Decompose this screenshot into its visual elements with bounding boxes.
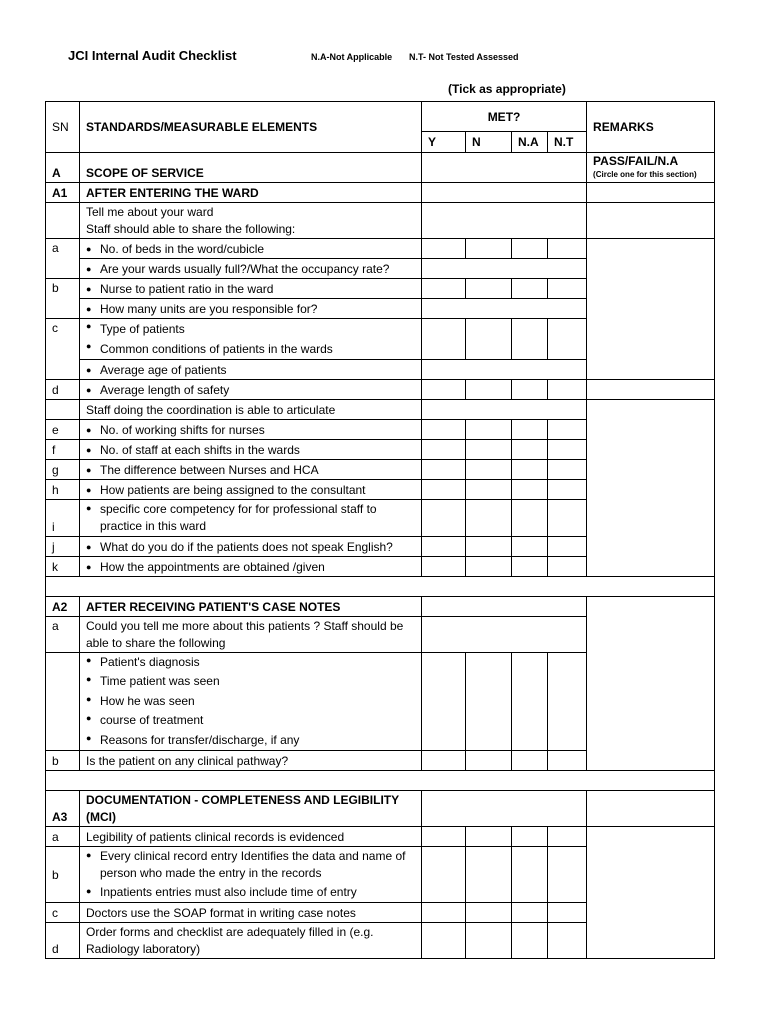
a3-legibility: Legibility of patients clinical records is evidenced (80, 827, 422, 847)
y-tick-cell[interactable] (422, 653, 466, 751)
remarks-cell[interactable] (587, 380, 715, 400)
bullet-icon: ● (86, 464, 92, 475)
a3-sn: A3 (46, 791, 80, 827)
coordination-text: Staff doing the coordination is able to articulate (80, 400, 422, 420)
audit-checklist-table (45, 101, 715, 959)
a2-items-list (80, 653, 422, 751)
n-tick-cell[interactable] (466, 500, 512, 537)
a3-order-forms: Order forms and checklist are adequately filled in (e.g. Radiology laboratory) (80, 923, 422, 959)
nt-tick-cell[interactable] (548, 653, 587, 751)
a2-title-row (46, 597, 715, 617)
section-a-met (422, 153, 587, 183)
list-item: Time patient was seen (100, 674, 220, 689)
checklist-item: Type of patients (100, 322, 185, 336)
na-tick-cell[interactable] (512, 279, 548, 299)
remarks-cell[interactable] (587, 239, 715, 380)
a3-title-row (46, 791, 715, 827)
nt-tick-cell[interactable] (548, 440, 587, 460)
na-header: N.A (512, 132, 548, 153)
row-sn: a (46, 827, 80, 847)
checklist-item: How patients are being assigned to the consultant (100, 482, 366, 497)
y-header: Y (422, 132, 466, 153)
nt-legend: N.T- Not Tested Assessed (409, 52, 519, 62)
bullet-icon: ● (86, 713, 92, 724)
bullet-icon: ● (86, 364, 92, 375)
section-a-row (46, 153, 715, 183)
na-tick-cell[interactable] (512, 319, 548, 360)
na-tick-cell[interactable] (512, 420, 548, 440)
spacer-row (46, 771, 715, 791)
checklist-item: The difference between Nurses and HCA (100, 462, 319, 477)
n-tick-cell[interactable] (466, 557, 512, 577)
remarks-cell[interactable] (587, 400, 715, 577)
list-item: Reasons for transfer/discharge, if any (100, 732, 300, 747)
a3-soap: Doctors use the SOAP format in writing case notes (80, 903, 422, 923)
bullet-icon: ● (86, 732, 92, 743)
y-tick-cell[interactable] (422, 923, 466, 959)
na-tick-cell[interactable] (512, 239, 548, 259)
bullet-icon: ● (86, 541, 92, 552)
a2-sn: A2 (46, 597, 80, 617)
na-tick-cell[interactable] (512, 440, 548, 460)
bullet-icon: ● (86, 263, 92, 274)
nt-tick-cell[interactable] (548, 319, 587, 360)
bullet-icon: ● (86, 503, 92, 513)
nt-tick-cell[interactable] (548, 420, 587, 440)
remarks-header: REMARKS (587, 102, 715, 153)
y-tick-cell[interactable] (422, 537, 466, 557)
bullet-icon: ● (86, 674, 92, 685)
checklist-item: Inpatients entries must also include time of entry (100, 885, 357, 900)
y-tick-cell[interactable] (422, 460, 466, 480)
row-sn: c (46, 903, 80, 923)
checklist-item: Average age of patients (100, 362, 227, 377)
checklist-item: How many units are you responsible for? (100, 301, 318, 316)
row-sn: a (46, 617, 80, 653)
bullet-icon: ● (86, 850, 92, 861)
checklist-item: Average length of safety (100, 382, 230, 397)
a1-coord-row (46, 400, 715, 420)
nt-tick-cell[interactable] (548, 903, 587, 923)
n-tick-cell[interactable] (466, 440, 512, 460)
n-tick-cell[interactable] (466, 537, 512, 557)
table-header-row (46, 102, 715, 132)
tick-note: (Tick as appropriate) (448, 82, 566, 96)
nt-tick-cell[interactable] (548, 480, 587, 500)
nt-tick-cell[interactable] (548, 279, 587, 299)
n-tick-cell[interactable] (466, 903, 512, 923)
a2-title: AFTER RECEIVING PATIENT'S CASE NOTES (80, 597, 422, 617)
n-tick-cell[interactable] (466, 420, 512, 440)
bullet-icon: ● (86, 561, 92, 572)
y-tick-cell[interactable] (422, 480, 466, 500)
na-tick-cell[interactable] (512, 460, 548, 480)
bullet-icon: ● (86, 444, 92, 455)
row-sn: b (46, 847, 80, 903)
bullet-icon: ● (86, 283, 92, 294)
checklist-item: No. of staff at each shifts in the wards (100, 442, 300, 457)
pass-fail-label: PASS/FAIL/N.A (593, 153, 679, 168)
bullet-icon: ● (86, 341, 92, 351)
y-tick-cell[interactable] (422, 380, 466, 400)
bullet-icon: ● (86, 321, 92, 331)
row-sn: i (46, 500, 80, 537)
a1-intro-2: Staff should able to share the following: (86, 221, 296, 236)
na-tick-cell[interactable] (512, 500, 548, 537)
remarks-cell[interactable] (587, 827, 715, 959)
row-sn: f (46, 440, 80, 460)
y-tick-cell[interactable] (422, 847, 466, 903)
n-tick-cell[interactable] (466, 923, 512, 959)
bullet-icon: ● (86, 693, 92, 704)
a1-title-row (46, 183, 715, 203)
a1-row-a1 (46, 239, 715, 259)
y-tick-cell[interactable] (422, 903, 466, 923)
a1-title: AFTER ENTERING THE WARD (80, 183, 422, 203)
na-tick-cell[interactable] (512, 557, 548, 577)
n-tick-cell[interactable] (466, 279, 512, 299)
y-tick-cell[interactable] (422, 827, 466, 847)
list-item: Patient's diagnosis (100, 655, 200, 669)
row-sn: g (46, 460, 80, 480)
row-sn: b (46, 279, 80, 319)
n-tick-cell[interactable] (466, 460, 512, 480)
bullet-icon: ● (86, 484, 92, 495)
n-tick-cell[interactable] (466, 751, 512, 771)
section-a-remark (587, 153, 715, 183)
bullet-icon: ● (86, 243, 92, 254)
checklist-item: Every clinical record entry Identifies the data and name of person who made the entry in the records (100, 849, 406, 881)
nt-tick-cell[interactable] (548, 827, 587, 847)
n-tick-cell[interactable] (466, 653, 512, 751)
a2-pathway: Is the patient on any clinical pathway? (80, 751, 422, 771)
na-tick-cell[interactable] (512, 903, 548, 923)
y-tick-cell[interactable] (422, 557, 466, 577)
na-tick-cell[interactable] (512, 653, 548, 751)
n-tick-cell[interactable] (466, 480, 512, 500)
na-tick-cell[interactable] (512, 480, 548, 500)
spacer-row (46, 577, 715, 597)
row-sn: c (46, 319, 80, 380)
a2-question: Could you tell me more about this patients ? Staff should be able to share the following (80, 617, 422, 653)
n-tick-cell[interactable] (466, 239, 512, 259)
na-tick-cell[interactable] (512, 923, 548, 959)
y-tick-cell[interactable] (422, 420, 466, 440)
nt-tick-cell[interactable] (548, 537, 587, 557)
section-a-title: SCOPE OF SERVICE (80, 153, 422, 183)
checklist-item: Common conditions of patients in the wards (100, 342, 333, 356)
row-sn: e (46, 420, 80, 440)
row-sn: k (46, 557, 80, 577)
circle-note: (Circle one for this section) (593, 169, 697, 179)
sn-header: SN (46, 102, 80, 153)
checklist-item: No. of beds in the word/cubicle (100, 241, 265, 256)
na-tick-cell[interactable] (512, 380, 548, 400)
checklist-item: No. of working shifts for nurses (100, 422, 265, 437)
row-sn: d (46, 923, 80, 959)
checklist-item: Are your wards usually full?/What the occupancy rate? (100, 261, 390, 276)
na-legend: N.A-Not Applicable (311, 52, 393, 62)
y-tick-cell[interactable] (422, 440, 466, 460)
bullet-icon: ● (86, 384, 92, 395)
checklist-item: What do you do if the patients does not speak English? (100, 539, 393, 554)
a3-row-a (46, 827, 715, 847)
y-tick-cell[interactable] (422, 279, 466, 299)
a1-sn: A1 (46, 183, 80, 203)
a1-intro-1: Tell me about your ward (86, 204, 214, 219)
nt-tick-cell[interactable] (548, 380, 587, 400)
n-tick-cell[interactable] (466, 380, 512, 400)
nt-tick-cell[interactable] (548, 923, 587, 959)
nt-tick-cell[interactable] (548, 847, 587, 903)
bullet-icon: ● (86, 424, 92, 435)
checklist-item: Nurse to patient ratio in the ward (100, 281, 274, 296)
row-sn: a (46, 239, 80, 279)
a1-intro-row (46, 203, 715, 239)
y-tick-cell[interactable] (422, 751, 466, 771)
nt-tick-cell[interactable] (548, 460, 587, 480)
list-item: course of treatment (100, 713, 204, 728)
nt-tick-cell[interactable] (548, 557, 587, 577)
checklist-item: specific core competency for for professional staff to practice in this ward (100, 502, 377, 533)
section-a-sn: A (46, 153, 80, 183)
bullet-icon: ● (86, 886, 92, 897)
checklist-item: How the appointments are obtained /given (100, 559, 325, 574)
n-tick-cell[interactable] (466, 319, 512, 360)
document-title: JCI Internal Audit Checklist (68, 48, 237, 63)
a1-row-d (46, 380, 715, 400)
na-tick-cell[interactable] (512, 847, 548, 903)
y-tick-cell[interactable] (422, 319, 466, 360)
nt-tick-cell[interactable] (548, 500, 587, 537)
row-sn: j (46, 537, 80, 557)
row-sn: b (46, 751, 80, 771)
row-sn: d (46, 380, 80, 400)
row-sn: h (46, 480, 80, 500)
na-tick-cell[interactable] (512, 751, 548, 771)
bullet-icon: ● (86, 655, 92, 665)
y-tick-cell[interactable] (422, 500, 466, 537)
n-tick-cell[interactable] (466, 827, 512, 847)
nt-tick-cell[interactable] (548, 751, 587, 771)
y-tick-cell[interactable] (422, 239, 466, 259)
n-tick-cell[interactable] (466, 847, 512, 903)
remarks-cell[interactable] (587, 597, 715, 771)
standards-header: STANDARDS/MEASURABLE ELEMENTS (80, 102, 422, 153)
a3-title: DOCUMENTATION - COMPLETENESS AND LEGIBILITY (MCI) (80, 791, 422, 827)
nt-tick-cell[interactable] (548, 239, 587, 259)
nt-header: N.T (548, 132, 587, 153)
na-tick-cell[interactable] (512, 537, 548, 557)
met-header: MET? (422, 102, 587, 132)
bullet-icon: ● (86, 303, 92, 314)
na-tick-cell[interactable] (512, 827, 548, 847)
list-item: How he was seen (100, 693, 195, 708)
n-header: N (466, 132, 512, 153)
